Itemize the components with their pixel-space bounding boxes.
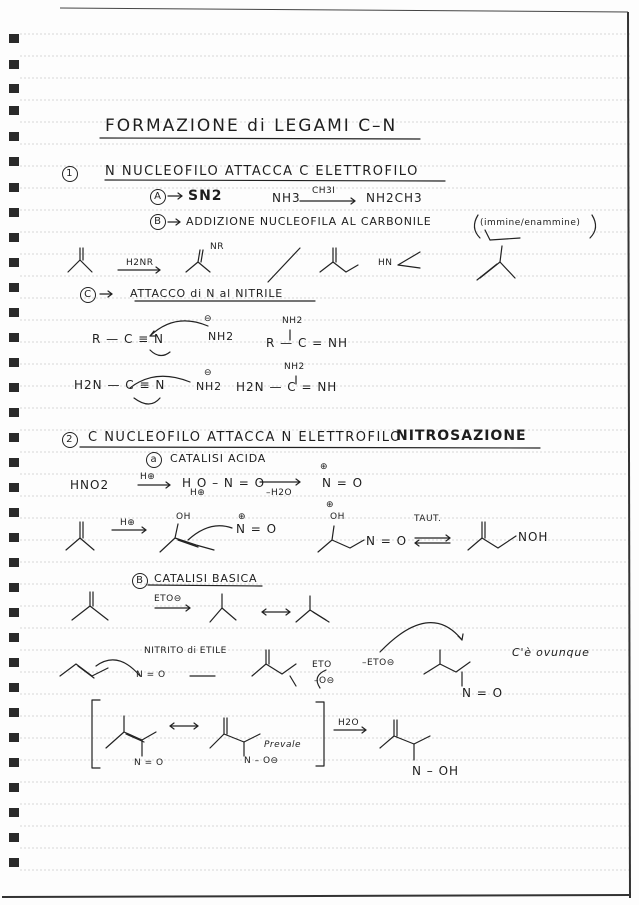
final-oxime: N – OH — [412, 764, 460, 778]
proton-2: H⊕ — [120, 518, 136, 528]
no-plus: N = O — [236, 522, 278, 536]
section-2-number: 2 — [62, 431, 78, 448]
section-1-number: 1 — [62, 165, 78, 182]
oxonium-charge: ⊕ — [326, 500, 335, 510]
tautomerism-label: TAUT. — [414, 514, 442, 524]
guanidine-nh2: NH2 — [284, 362, 305, 372]
imine-nr: NR — [210, 242, 224, 252]
ubiquitous-note: C'è ovunque — [512, 646, 590, 659]
page-title: FORMAZIONE di LEGAMI C–N — [105, 116, 398, 136]
section-1-heading: N NUCLEOFILO ATTACCA C ELETTROFILO — [105, 164, 419, 179]
amide-charge: ⊖ — [204, 314, 213, 324]
nitroso-adduct: N = O — [366, 534, 408, 548]
amide-nucleophile: NH2 — [208, 330, 234, 343]
o-ethoxide-leaving: –O⊖ — [314, 676, 335, 686]
protonated-nitrous-acid: H O – N = O — [182, 476, 266, 490]
nitrous-acid: HNO2 — [70, 478, 110, 492]
secondary-amine: HN — [378, 258, 393, 268]
section-2-heading: C NUCLEOFILO ATTACCA N ELETTROFILO — [88, 430, 402, 445]
bracket-oximate: N – O⊖ — [244, 756, 279, 766]
bracket-nitroso: N = O — [134, 758, 164, 768]
ethoxide: ETO⊖ — [154, 594, 182, 604]
ethoxide-released: –ETO⊖ — [362, 658, 395, 668]
addizione-label: ADDIZIONE NUCLEOFILA AL CARBONILE — [186, 215, 432, 228]
acid-catalysis-label: CATALISI ACIDA — [170, 452, 267, 465]
amide-charge-2: ⊖ — [204, 368, 213, 378]
nitrosazione-label: NITROSAZIONE — [396, 428, 527, 444]
base-catalysis-label: CATALISI BASICA — [154, 572, 258, 585]
amidine: R — C = NH — [266, 336, 349, 350]
loss-of-water: –H2O — [266, 488, 293, 498]
nitroso-product: N = O — [462, 686, 504, 700]
ethyl-nitrite-label: NITRITO di ETILE — [144, 646, 227, 656]
amide-nucleophile-2: NH2 — [196, 380, 222, 393]
cyanamide: H2N — C ≡ N — [74, 378, 166, 392]
item-a-letter: A — [150, 189, 166, 205]
amine-reagent: H2NR — [126, 258, 154, 268]
methylamine: NH2CH3 — [366, 191, 423, 205]
prevale-label: Prevale — [264, 740, 302, 750]
protonated-h: H⊕ — [190, 488, 206, 498]
et-o-group: ETO — [312, 660, 332, 670]
proton-1: H⊕ — [140, 472, 156, 482]
enol-oh: OH — [176, 512, 191, 522]
oxime-noh: NOH — [518, 530, 549, 544]
nitrite-no: N = O — [136, 670, 166, 680]
imine-enamine-note: (immine/enammine) — [480, 218, 581, 228]
item-a2-letter: a — [146, 452, 162, 468]
item-b2-letter: B — [132, 573, 148, 589]
ammonia: NH3 — [272, 191, 301, 205]
oxonium-oh: OH — [330, 512, 345, 522]
water-label: H2O — [338, 718, 360, 728]
nitrosonium: N = O — [322, 476, 364, 490]
nitrile-attack-label: ATTACCO di N al NITRILE — [130, 287, 284, 300]
nitrosonium-charge: ⊕ — [320, 462, 329, 472]
methyl-iodide: CH3I — [312, 186, 336, 196]
sn2-label: SN2 — [188, 188, 223, 204]
no-plus-charge: ⊕ — [238, 512, 247, 522]
amidine-nh2: NH2 — [282, 316, 303, 326]
guanidine: H2N — C = NH — [236, 380, 338, 394]
nitrile: R — C ≡ N — [92, 332, 165, 346]
item-c-letter: C — [80, 287, 96, 303]
item-b-letter: B — [150, 214, 166, 230]
